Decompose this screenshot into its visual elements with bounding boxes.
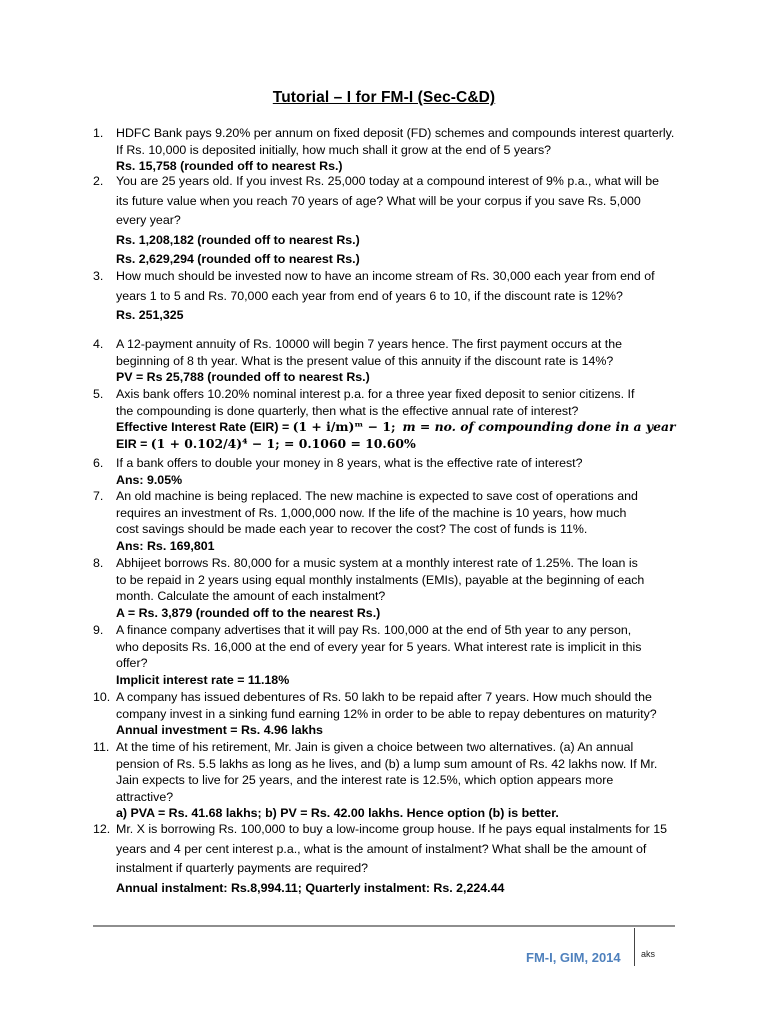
answer-line: Implicit interest rate = 11.18% (116, 672, 290, 687)
question-1 (93, 125, 693, 175)
question-text-line: A 12-payment annuity of Rs. 10000 will begin 7 years hence. The first payment occurs at the (116, 337, 623, 351)
question-number: 11. (93, 740, 110, 754)
footer-author-initials: aks (641, 949, 656, 959)
question-text-line: offer? (116, 656, 148, 671)
question-3 (93, 267, 693, 326)
question-text-line: cost savings should be made each year to recover the cost? The cost of funds is 11%. (116, 522, 588, 537)
question-text-line: pension of Rs. 5.5 lakhs as long as he lives, and (b) a lump sum amount of Rs. 42 lakhs now. If Mr. (116, 756, 658, 771)
question-number: 1. (93, 126, 104, 140)
question-text-line: HDFC Bank pays 9.20% per annum on fixed deposit (FD) schemes and compounds interest quarterly. (116, 126, 675, 140)
footer-course-label: FM-I, GIM, 2014 (526, 950, 621, 965)
question-number: 3. (93, 269, 104, 283)
question-text-line: Jain expects to live for 25 years, and the interest rate is 12.5%, which option appears more (116, 773, 614, 788)
question-text-line: company invest in a sinking fund earning 12% in order to be able to repay debentures on maturity? (116, 706, 657, 721)
answer-line: Rs. 2,629,294 (rounded off to nearest Rs.) (116, 252, 360, 266)
eir-calc-formula: (1 + 0.102/4)⁴ − 1; = 0.1060 = 10.60% (150, 435, 416, 451)
question-11 (93, 739, 693, 822)
question-number: 7. (93, 489, 104, 503)
question-number: 2. (93, 174, 104, 188)
question-text-line: Mr. X is borrowing Rs. 100,000 to buy a low-income group house. If he pays equal instalments for 15 (116, 822, 667, 836)
eir-formula: (1 + i/m)ᵐ − 1; (292, 419, 396, 435)
question-text-line: month. Calculate the amount of each instalment? (116, 589, 386, 604)
eir-calculation (116, 436, 693, 453)
question-text-line: A company has issued debentures of Rs. 50 lakh to be repaid after 7 years. How much should the (116, 690, 652, 704)
question-number: 10. (93, 690, 111, 704)
question-number: 4. (93, 337, 104, 351)
question-text-line: requires an investment of Rs. 1,000,000 now. If the life of the machine is 10 years, how much (116, 505, 627, 520)
footer-divider (93, 925, 675, 927)
question-number: 9. (93, 623, 104, 637)
question-6 (93, 455, 693, 488)
eir-m-definition: m = no. of compounding done in a year (402, 419, 676, 435)
question-number: 12. (93, 822, 111, 836)
question-number: 5. (93, 387, 104, 401)
question-text-line: If a bank offers to double your money in 8 years, what is the effective rate of interest? (116, 456, 583, 470)
question-text-line: who deposits Rs. 16,000 at the end of every year for 5 years. What interest rate is implicit in this (116, 639, 642, 654)
question-9 (93, 622, 693, 688)
question-number: 6. (93, 456, 104, 470)
answer-line: A = Rs. 3,879 (rounded off to the nearest Rs.) (116, 605, 381, 620)
question-text-line: At the time of his retirement, Mr. Jain is given a choice between two alternatives. (a) An annual (116, 740, 634, 754)
question-text-line: How much should be invested now to have an income stream of Rs. 30,000 each year from end of (116, 269, 655, 283)
eir-definition (116, 419, 693, 436)
answer-line: PV = Rs 25,788 (rounded off to nearest Rs.) (116, 370, 370, 385)
question-text-line: the compounding is done quarterly, then what is the effective annual rate of interest? (116, 403, 579, 418)
question-5 (93, 386, 693, 452)
question-text-line: If Rs. 10,000 is deposited initially, how much shall it grow at the end of 5 years? (116, 142, 552, 157)
question-7 (93, 488, 693, 554)
question-text-line: years 1 to 5 and Rs. 70,000 each year from end of years 6 to 10, if the discount rate is 12%? (116, 288, 623, 303)
question-text-line: instalment if quarterly payments are required? (116, 861, 369, 875)
answer-line: Annual investment = Rs. 4.96 lakhs (116, 723, 323, 738)
question-12 (93, 820, 693, 898)
question-text-line: to be repaid in 2 years using equal monthly instalments (EMIs), payable at the beginning of each (116, 572, 645, 587)
question-number: 8. (93, 556, 104, 570)
question-text-line: Abhijeet borrows Rs. 80,000 for a music system at a monthly interest rate of 1.25%. The loan is (116, 556, 638, 570)
question-text-line: beginning of 8 th year. What is the present value of this annuity if the discount rate is 14%? (116, 353, 614, 368)
question-text-line: years and 4 per cent interest p.a., what is the amount of instalment? What shall be the amount of (116, 841, 647, 856)
question-text-line: every year? (116, 213, 181, 227)
page-title: Tutorial – I for FM-I (Sec-C&D) (272, 89, 496, 106)
question-10 (93, 689, 693, 739)
answer-line: Rs. 1,208,182 (rounded off to nearest Rs.) (116, 232, 360, 247)
question-8 (93, 555, 693, 621)
question-4 (93, 336, 693, 386)
question-text-line: An old machine is being replaced. The new machine is expected to save cost of operations and (116, 489, 638, 503)
question-2 (93, 172, 693, 270)
footer-vertical-divider (634, 928, 635, 966)
question-text-line: A finance company advertises that it will pay Rs. 100,000 at the end of 5th year to any person, (116, 623, 632, 637)
eir-label: Effective Interest Rate (EIR) = (116, 420, 293, 435)
answer-line: Annual instalment: Rs.8,994.11; Quarterly instalment: Rs. 2,224.44 (116, 880, 505, 895)
answer-line: Ans: 9.05% (116, 472, 183, 487)
question-text-line: its future value when you reach 70 years of age? What will be your corpus if you save Rs. 5,000 (116, 193, 641, 208)
eir-calc-label: EIR = (116, 436, 151, 451)
answer-line: Rs. 251,325 (116, 308, 184, 322)
question-text-line: attractive? (116, 789, 174, 804)
answer-line: Ans: Rs. 169,801 (116, 538, 215, 553)
answer-line: a) PVA = Rs. 41.68 lakhs; b) PV = Rs. 42.00 lakhs. Hence option (b) is better. (116, 806, 559, 821)
answer-line: Rs. 15,758 (rounded off to nearest Rs.) (116, 159, 343, 174)
question-text-line: You are 25 years old. If you invest Rs. 25,000 today at a compound interest of 9% p.a., what will be (116, 174, 659, 188)
question-text-line: Axis bank offers 10.20% nominal interest p.a. for a three year fixed deposit to senior citizens. If (116, 387, 635, 401)
